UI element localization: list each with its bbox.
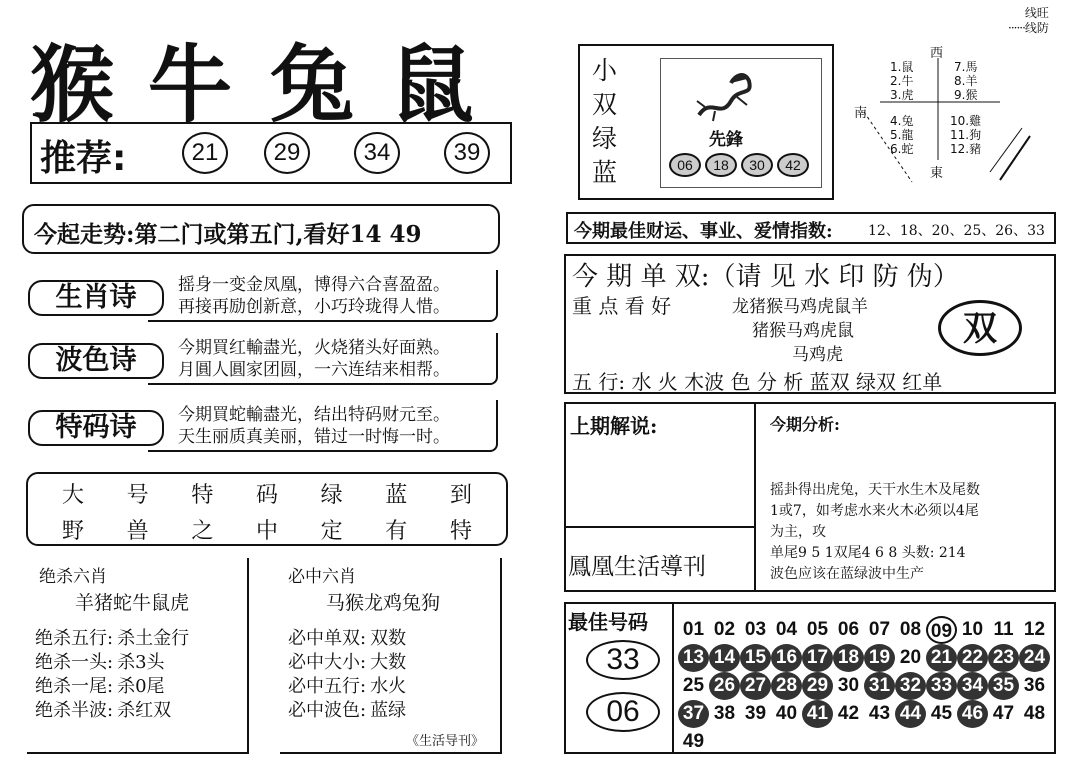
- kill-row-value: 杀0尾: [117, 676, 165, 697]
- poem-label: 特码诗: [28, 410, 164, 446]
- compass-south: 南: [854, 106, 868, 121]
- best-number: 04: [775, 619, 798, 640]
- analysis-line: 波色应该在蓝绿波中生产: [770, 566, 924, 582]
- riddle-char: 码: [255, 483, 278, 508]
- title-char-4: 鼠: [390, 36, 475, 134]
- best-number: 33: [926, 672, 957, 700]
- best-divider: [672, 604, 674, 752]
- pioneer-ball: 18: [705, 153, 737, 177]
- best-number: 03: [744, 619, 767, 640]
- best-number: 06: [837, 619, 860, 640]
- kill-row-value: 杀红双: [117, 700, 172, 721]
- kill-row: [35, 624, 189, 650]
- best-number: 07: [868, 619, 891, 640]
- best-number: 36: [1023, 675, 1046, 696]
- best-number: 49: [682, 731, 705, 748]
- best-number: 10: [961, 619, 984, 640]
- riddle-char: 兽: [126, 519, 149, 544]
- recommend-box: [30, 122, 512, 184]
- riddle-row-1: [62, 478, 472, 509]
- vertical-tip-char: 绿: [592, 124, 618, 153]
- compass: [850, 40, 1040, 200]
- best-number: 25: [682, 675, 705, 696]
- best-number: 40: [775, 703, 798, 724]
- analysis-box: [564, 402, 1056, 592]
- dragon-icon: [691, 67, 761, 127]
- vertical-tip-char: 双: [592, 90, 618, 119]
- riddle-char: 蓝: [385, 483, 408, 508]
- pioneer-ball: 42: [777, 153, 809, 177]
- best-number: 28: [771, 672, 802, 700]
- riddle-char: 到: [449, 483, 472, 508]
- title-char-1: 猴: [30, 36, 115, 134]
- compass-zodiac: 9.猴: [954, 88, 978, 102]
- compass-zodiac: 12.豬: [950, 142, 982, 156]
- best-number: 43: [868, 703, 891, 724]
- poem-line: 摇身一变金凤凰，博得六合喜盈盈。: [178, 275, 450, 295]
- vertical-tip: [592, 54, 617, 190]
- trend-box: [22, 204, 500, 254]
- kill-row: [35, 648, 165, 674]
- sd-head: 今 期 单 双:（请 见 水 印 防 伪）: [572, 262, 959, 292]
- compass-zodiac: 4.兔: [890, 114, 914, 128]
- riddle-char: 号: [126, 483, 149, 508]
- best-number: 27: [740, 672, 771, 700]
- poem-line: 今期買红輸盡光，火烧猪头好面熟。: [178, 338, 450, 358]
- sd-wuxing: 五 行: 水 火 木波 色 分 析 蓝双 绿双 红单: [572, 370, 943, 394]
- poem-label: 生肖诗: [28, 280, 164, 316]
- best-number: 19: [864, 644, 895, 672]
- best-number: 38: [713, 703, 736, 724]
- poem-label: 波色诗: [28, 343, 164, 379]
- compass-zodiac: 10.雞: [950, 114, 982, 128]
- compass-zodiac: 3.虎: [890, 88, 914, 102]
- vertical-tip-char: 蓝: [592, 158, 618, 187]
- must-title: 必中六肖: [288, 567, 356, 587]
- best-number: 02: [713, 619, 736, 640]
- riddle-char: 野: [62, 519, 85, 544]
- compass-zodiac: 2.牛: [890, 74, 914, 88]
- best-number: 37: [678, 700, 709, 728]
- best-number: 39: [744, 703, 767, 724]
- riddle-char: 绿: [320, 483, 343, 508]
- sd-line-1: 龙猪猴马鸡虎鼠羊: [732, 297, 868, 317]
- riddle-char: 有: [385, 519, 408, 544]
- legend-line2: ······线防: [1008, 21, 1049, 35]
- this-label: 今期分析:: [770, 415, 840, 434]
- best-number: 21: [926, 644, 957, 672]
- pioneer-ball: 06: [669, 153, 701, 177]
- best-number: 14: [709, 644, 740, 672]
- must-row-key: 必中波色:: [288, 700, 367, 721]
- compass-west: 西: [930, 46, 944, 61]
- title-char-2: 牛: [148, 36, 233, 134]
- kill-zodiacs: 羊猪蛇牛鼠虎: [75, 592, 190, 614]
- best-number: 24: [1019, 644, 1050, 672]
- riddle-char: 之: [191, 519, 214, 544]
- best-big-2: 06: [586, 692, 660, 732]
- poem-line: 今期買蛇輸盡光，结出特码财元至。: [178, 405, 450, 425]
- analysis-divider: [754, 404, 756, 590]
- best-number: 31: [864, 672, 895, 700]
- riddle-row-2: [62, 514, 472, 545]
- poem-line: 天生丽质真美丽，错过一时悔一时。: [178, 427, 450, 447]
- must-row-value: 蓝绿: [370, 700, 407, 721]
- best-number: 45: [930, 703, 953, 724]
- riddle-box: [26, 472, 508, 546]
- kill-row: [35, 672, 165, 698]
- best-number: 35: [988, 672, 1019, 700]
- kill-row-key: 绝杀一头:: [35, 652, 114, 673]
- recommend-number: 39: [444, 132, 490, 174]
- recommend-number: 34: [354, 132, 400, 174]
- index-box: [566, 212, 1056, 244]
- best-number: 05: [806, 619, 829, 640]
- best-number: 23: [988, 644, 1019, 672]
- recommend-number: 21: [182, 132, 228, 174]
- best-box: [564, 602, 1056, 754]
- kill-row-key: 绝杀半波:: [35, 700, 114, 721]
- pioneer-label: 先鋒: [709, 130, 743, 150]
- pioneer-box: [578, 44, 834, 200]
- kill-row: [35, 696, 171, 722]
- best-number: 15: [740, 644, 771, 672]
- best-label: 最佳号码: [568, 610, 648, 634]
- recommend-label: 推荐:: [40, 138, 127, 179]
- must-row-key: 必中五行:: [288, 676, 367, 697]
- best-number: 42: [837, 703, 860, 724]
- riddle-char: 大: [62, 483, 85, 508]
- kill-box: [27, 558, 249, 754]
- compass-zodiac: 8.羊: [954, 74, 978, 88]
- best-number: 46: [957, 700, 988, 728]
- best-number: 32: [895, 672, 926, 700]
- analysis-line: 单尾9 5 1双尾4 6 8 头数: 214: [770, 545, 966, 561]
- best-number: 22: [957, 644, 988, 672]
- compass-zodiac: 11.狗: [950, 128, 982, 142]
- last-label: 上期解说:: [570, 414, 658, 438]
- best-number: 09: [926, 616, 957, 644]
- best-number: 13: [678, 644, 709, 672]
- compass-lines: [850, 40, 1040, 200]
- source-label: 《生活导刊》: [406, 734, 485, 749]
- best-number: 12: [1023, 619, 1046, 640]
- kill-row-key: 绝杀五行:: [35, 628, 114, 649]
- compass-east: 東: [930, 166, 944, 181]
- best-number: 18: [833, 644, 864, 672]
- compass-zodiac: 7.馬: [954, 60, 978, 74]
- sd-line-2: 猪猴马鸡虎鼠: [752, 321, 854, 341]
- pioneer-card: [660, 58, 822, 188]
- compass-zodiac: 1.鼠: [890, 60, 914, 74]
- must-zodiacs: 马猴龙鸡兔狗: [326, 592, 441, 614]
- best-number: 20: [899, 647, 922, 668]
- best-number: 44: [895, 700, 926, 728]
- legend-line1: 线旺: [1024, 6, 1049, 20]
- best-number: 41: [802, 700, 833, 728]
- best-number: 34: [957, 672, 988, 700]
- brand-label: 鳳凰生活導刊: [568, 554, 706, 580]
- must-row-value: 双数: [370, 628, 407, 649]
- index-label: 今期最佳财运、事业、爱情指数:: [574, 221, 833, 242]
- trend-text: 今起走势:第二门或第五门,看好14 49: [34, 221, 422, 248]
- must-row-key: 必中大小:: [288, 652, 367, 673]
- best-number: 29: [802, 672, 833, 700]
- analysis-line: 1或7，如考虑水来火木必须以4尾: [770, 503, 979, 519]
- legend: [1008, 6, 1049, 36]
- compass-zodiac: 6.蛇: [890, 142, 914, 156]
- best-number: 01: [682, 619, 705, 640]
- must-row-value: 水火: [370, 676, 407, 697]
- poem-line: 月圓人圓家团圆，一六连结来相帮。: [178, 360, 450, 380]
- must-row: [288, 672, 406, 698]
- riddle-char: 定: [320, 519, 343, 544]
- analysis-line: 为主，攻: [770, 524, 826, 540]
- kill-row-value: 杀3头: [117, 652, 165, 673]
- riddle-char: 特: [449, 519, 472, 544]
- analysis-line: 摇卦得出虎兔，天干水生木及尾数: [770, 482, 980, 498]
- best-number: 47: [992, 703, 1015, 724]
- must-box: [280, 558, 502, 754]
- index-values: 12、18、20、25、26、33: [868, 223, 1045, 239]
- best-number: 48: [1023, 703, 1046, 724]
- best-number: 16: [771, 644, 802, 672]
- kill-title: 绝杀六肖: [39, 567, 107, 587]
- poem-line: 再接再励创新意，小巧玲珑得人惜。: [178, 297, 450, 317]
- sd-focus: 重 点 看 好: [572, 294, 672, 318]
- must-row: [288, 696, 406, 722]
- recommend-number: 29: [264, 132, 310, 174]
- riddle-char: 中: [255, 519, 278, 544]
- single-double-box: [564, 254, 1056, 394]
- kill-row-value: 杀土金行: [117, 628, 190, 649]
- vertical-tip-char: 小: [592, 56, 618, 85]
- best-number: 11: [993, 619, 1014, 640]
- compass-zodiac: 5.龍: [890, 128, 914, 142]
- sd-badge: 双: [938, 300, 1022, 356]
- pioneer-ball: 30: [741, 153, 773, 177]
- must-row: [288, 648, 406, 674]
- must-row: [288, 624, 406, 650]
- best-number: 17: [802, 644, 833, 672]
- kill-row-key: 绝杀一尾:: [35, 676, 114, 697]
- best-number: 26: [709, 672, 740, 700]
- must-row-key: 必中单双:: [288, 628, 367, 649]
- must-row-value: 大数: [370, 652, 407, 673]
- best-number: 30: [837, 675, 860, 696]
- sd-line-3: 马鸡虎: [792, 345, 843, 365]
- best-big-1: 33: [586, 640, 660, 680]
- best-number: 08: [899, 619, 922, 640]
- title-char-3: 兔: [270, 36, 355, 134]
- riddle-char: 特: [191, 483, 214, 508]
- analysis-hdivider: [566, 526, 754, 528]
